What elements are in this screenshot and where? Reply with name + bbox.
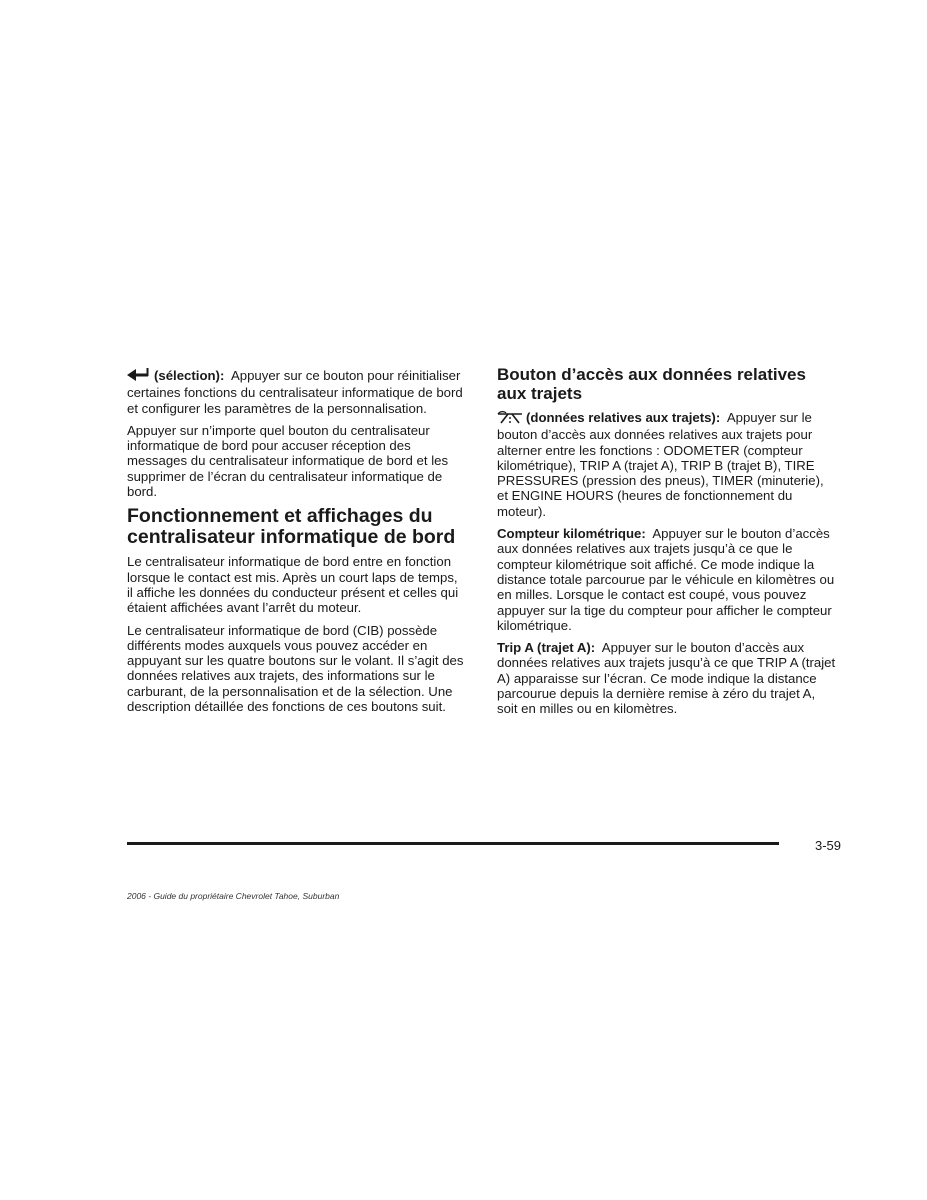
trip-a-label: Trip A (trajet A): xyxy=(497,640,596,656)
trip-a-paragraph xyxy=(497,640,837,716)
select-text: Appuyer sur ce bouton pour réinitialiser certaines fonctions du centralisateur informatique de bord et configurer les paramètres de la personnalisation. xyxy=(127,368,463,416)
select-paragraph xyxy=(127,368,467,416)
left-column xyxy=(127,368,467,721)
select-enter-icon xyxy=(127,368,151,385)
modes-paragraph: Le centralisateur informatique de bord (CIB) possède différents modes auxquels vous pouvez accéder en appuyant sur les quatre boutons sur le volant. Il s’agit des données relatives aux trajets, des informations sur le carburant, de la personnalisation et de la sélection. Une description détaillée des fonctions de ces boutons suit. xyxy=(127,622,464,715)
trip-road-icon xyxy=(497,410,523,427)
footer-rule xyxy=(127,842,779,845)
odometer-label: Compteur kilométrique: xyxy=(497,526,646,542)
trip-label: (données relatives aux trajets): xyxy=(526,410,721,425)
footer-note: 2006 - Guide du propriétaire Chevrolet Tahoe, Suburban xyxy=(127,891,340,901)
section-heading-trip-button: Bouton d’accès aux données relatives aux trajets xyxy=(497,365,806,403)
power-on-paragraph: Le centralisateur informatique de bord entre en fonction lorsque le contact est mis. Après un court laps de temps, il affiche les données du conducteur présent et celles qui étaient affichées avant l’arrêt du moteur. xyxy=(127,554,459,616)
section-heading-operation: Fonctionnement et affichages du centralisateur informatique de bord xyxy=(127,505,456,549)
trip-a-text: Appuyer sur le bouton d’accès aux données relatives aux trajets jusqu’à ce que TRIP A (trajet A) apparaisse sur l’écran. Ce mode indique la distance parcourue depuis la dernière remise à zéro du trajet A, soit en milles ou en kilomètres. xyxy=(497,640,836,717)
trip-text: Appuyer sur le bouton d’accès aux données relatives aux trajets pour alterner entre les fonctions : ODOMETER (compteur kilométrique), TRIP A (trajet A), TRIP B (trajet B), TIRE PRESSURES (pression des pneus), TIMER (minuterie), et ENGINE HOURS (heures de fonctionnement du moteur). xyxy=(497,410,824,519)
odometer-paragraph xyxy=(497,526,837,633)
ack-paragraph: Appuyer sur n’importe quel bouton du centralisateur informatique de bord pour accuser réception des messages du centralisateur informatique de bord et les supprimer de l’écran du centralisateur informatique de bord. xyxy=(127,422,449,500)
trip-paragraph xyxy=(497,410,837,519)
right-column xyxy=(497,366,837,724)
page-number: 3-59 xyxy=(815,838,842,853)
odometer-text: Appuyer sur le bouton d’accès aux données relatives aux trajets jusqu’à ce que le compteur kilométrique soit affiché. Ce mode indique la distance totale parcourue par le véhicule en kilomètres ou en milles. Lorsque le contact est coupé, vous pouvez appuyer sur la tige du compteur pour afficher le compteur kilométrique. xyxy=(497,526,835,633)
select-label: (sélection): xyxy=(154,368,225,383)
